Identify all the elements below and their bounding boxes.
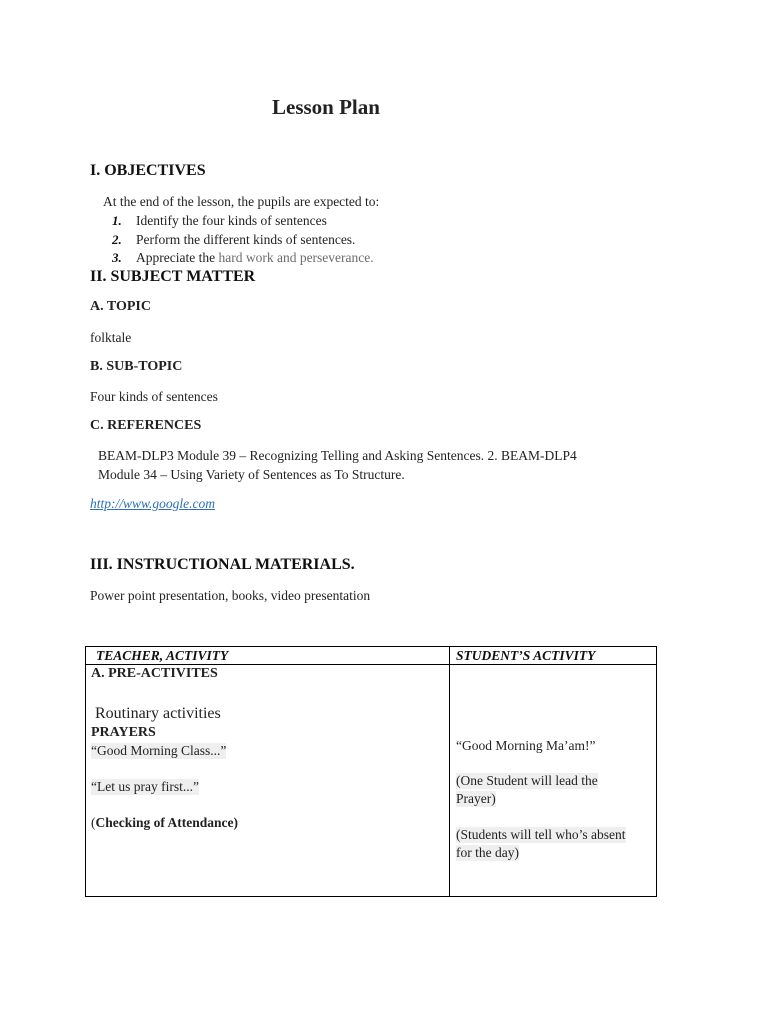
subtopic-value: Four kinds of sentences xyxy=(90,389,218,404)
materials-value: Power point presentation, books, video presentation xyxy=(90,588,371,603)
attendance-paren: ( xyxy=(91,815,96,830)
page-title: Lesson Plan xyxy=(272,95,380,119)
references-label: C. REFERENCES xyxy=(90,418,202,433)
topic-value: folktale xyxy=(90,330,132,345)
prayers-heading: PRAYERS xyxy=(91,725,156,740)
pre-activities-heading: A. PRE-ACTIVITES xyxy=(91,666,218,681)
references-line-2: Module 34 – Using Variety of Sentences as To Structure. xyxy=(98,467,405,482)
objective-item-text: Appreciate the xyxy=(136,250,219,265)
reference-link[interactable]: http://www.google.com xyxy=(90,496,215,511)
teacher-pray: “Let us pray first...” xyxy=(91,779,199,794)
teacher-activity-header: TEACHER, ACTIVITY xyxy=(96,648,229,663)
objective-number: 1. xyxy=(112,213,122,228)
student-absent-line-1: (Students will tell who’s absent xyxy=(456,827,626,842)
activity-table xyxy=(85,646,657,897)
objective-number: 2. xyxy=(112,232,122,247)
table-column-divider xyxy=(449,647,450,896)
objective-item: Identify the four kinds of sentences xyxy=(136,213,327,228)
objective-item-text-gray: hard work and perseverance. xyxy=(218,250,374,265)
topic-label: A. TOPIC xyxy=(90,299,151,314)
student-greeting: “Good Morning Ma’am!” xyxy=(456,738,596,753)
subtopic-label: B. SUB-TOPIC xyxy=(90,359,183,374)
student-prayer-line-1: (One Student will lead the xyxy=(456,773,598,788)
references-line-1: BEAM-DLP3 Module 39 – Recognizing Telling and Asking Sentences. 2. BEAM-DLP4 xyxy=(98,448,577,463)
objectives-intro: At the end of the lesson, the pupils are expected to: xyxy=(103,194,380,209)
objective-item xyxy=(136,250,374,266)
student-activity-header: STUDENT’S ACTIVITY xyxy=(456,648,596,663)
attendance-text: Checking of Attendance) xyxy=(95,815,238,830)
objective-item: Perform the different kinds of sentences. xyxy=(136,232,356,247)
objective-number: 3. xyxy=(112,250,122,265)
subject-matter-heading: II. SUBJECT MATTER xyxy=(90,268,256,285)
teacher-greeting: “Good Morning Class...” xyxy=(91,743,227,758)
routinary-activities-heading: Routinary activities xyxy=(95,705,221,722)
table-header-divider xyxy=(86,664,656,665)
student-absent-line-2: for the day) xyxy=(456,845,519,860)
materials-heading: III. INSTRUCTIONAL MATERIALS. xyxy=(90,556,355,573)
student-prayer-line-2: Prayer) xyxy=(456,791,496,806)
objectives-heading: I. OBJECTIVES xyxy=(90,162,206,179)
checking-attendance xyxy=(91,815,238,831)
